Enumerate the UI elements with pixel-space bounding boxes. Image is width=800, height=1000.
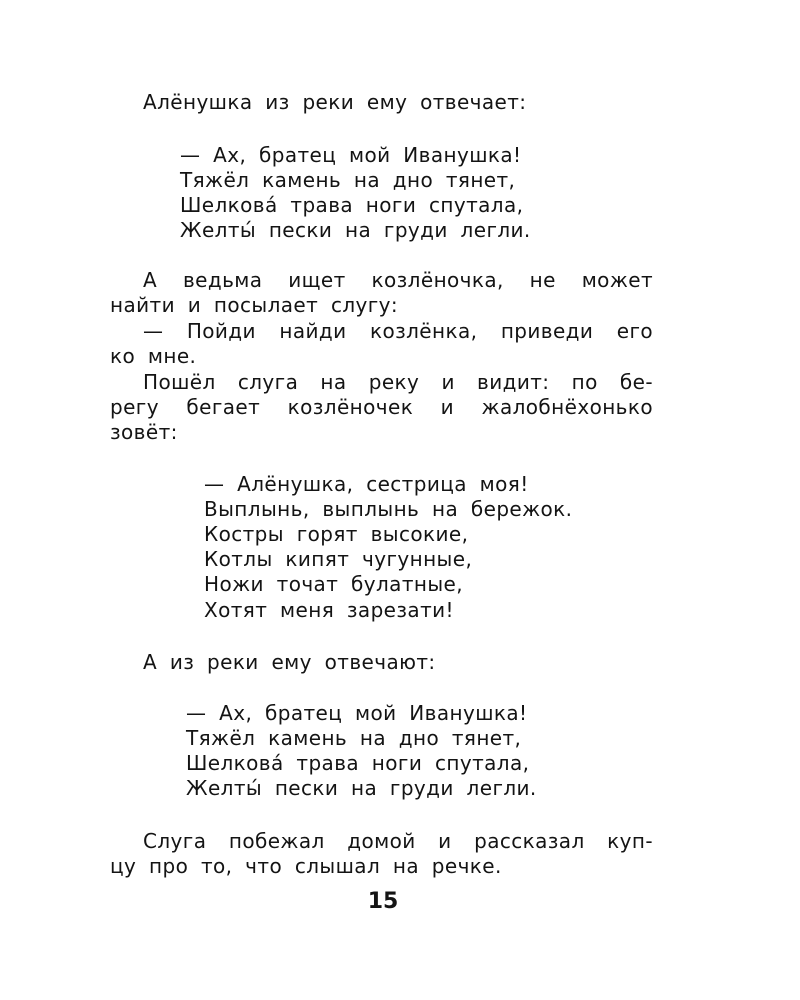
verse-line: Тяжёл камень на дно тянет,	[186, 726, 522, 750]
verse-line: Желты́ пески на груди легли.	[186, 776, 537, 800]
verse-line: Котлы кипят чугунные,	[204, 547, 473, 571]
paragraph-line: зовёт:	[110, 420, 178, 444]
verse-line: Шелкова́ трава ноги спутала,	[186, 751, 530, 775]
verse-line: — Алёнушка, сестрица моя!	[204, 472, 529, 496]
verse-line: Выплынь, выплынь на бережок.	[204, 497, 573, 521]
verse-line: Костры горят высокие,	[204, 522, 469, 546]
verse-line: — Ах, братец мой Иванушка!	[186, 701, 528, 725]
page-number: 15	[367, 889, 399, 914]
verse-line: Ножи точат булатные,	[204, 572, 464, 596]
paragraph-line: — Пойди найди козлёнка, приведи его	[143, 319, 653, 343]
verse-line: Шелкова́ трава ноги спутала,	[180, 193, 524, 217]
paragraph-line: регу бегает козлёночек и жалобнёхонько	[110, 395, 653, 419]
paragraph-line: ко мне.	[110, 344, 197, 368]
paragraph-line: найти и посылает слугу:	[110, 293, 399, 317]
paragraph-line: цу про то, что слышал на речке.	[110, 854, 502, 878]
verse-line: Хотят меня зарезати!	[204, 598, 454, 622]
paragraph-line: Пошёл слуга на реку и видит: по бе-	[143, 370, 653, 394]
verse-line: Желты́ пески на груди легли.	[180, 218, 531, 242]
paragraph-line: А ведьма ищет козлёночка, не может	[143, 268, 653, 292]
paragraph-line: Слуга побежал домой и рассказал куп-	[143, 829, 653, 853]
verse-line: Тяжёл камень на дно тянет,	[180, 168, 516, 192]
paragraph-line: А из реки ему отвечают:	[143, 650, 436, 674]
verse-line: — Ах, братец мой Иванушка!	[180, 143, 522, 167]
paragraph-line: Алёнушка из реки ему отвечает:	[143, 90, 527, 114]
